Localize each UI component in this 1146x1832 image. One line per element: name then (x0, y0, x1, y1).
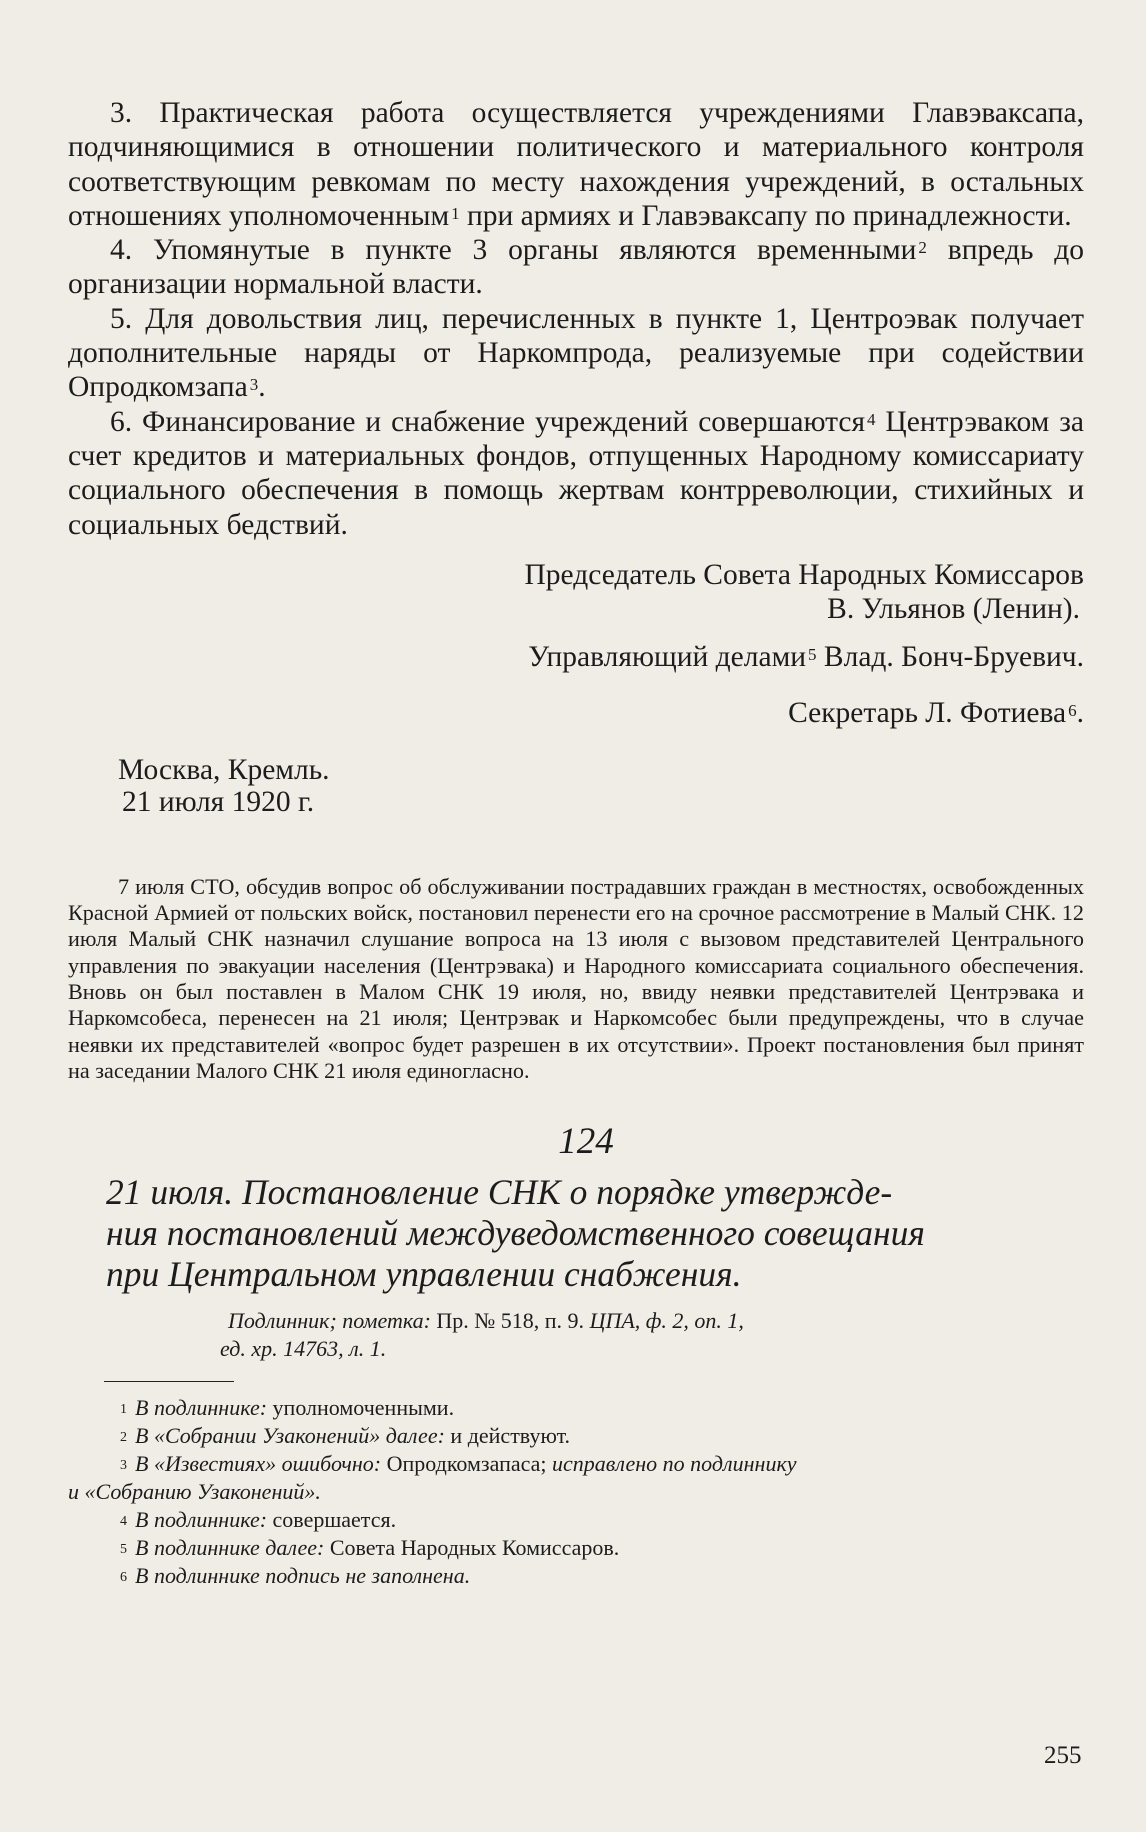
editorial-note: 7 июля СТО, обсудив вопрос об обслуживании пострадавших граждан в местностях, освобожденных Красной Армией от польских войск, постановил перенести его на срочное рассмотрение в Малый СНК. 12 июля Малый СНК назначил слушание вопроса на 13 июля с вызовом представителей Центрального управления по эвакуации населения (Центрэвака) и Народного комиссариата социального обеспечения. Вновь он был поставлен в Малом СНК 19 июля, но, ввиду неявки представителей Центрэвака и Наркомсобеса, перенесен на 21 июля; Центрэвак и Наркомсобес были предупреждены, что в случае неявки их представителей «вопрос будет разрешен в их отсутствии». Проект постановления был принят на заседании Малого СНК 21 июля единогласно. (68, 873, 1084, 1083)
paragraph-3: 3. Практическая работа осуществляется учреждениями Главэваксапа, подчиняющимися в отношении политического и материального контроля соответствующим ревкомам по месту нахождения учреждений, в остальных отношениях уполномоченным $^1$ при армиях и Главэваксапу по принадлежности. (68, 97, 1084, 232)
footnote-5: $^5$ В подлиннике далее: Совета Народных Комиссаров. (120, 1535, 620, 1561)
footnotes (68, 1394, 1084, 1590)
chairman-name: В. Ульянов (Ленин). (827, 592, 1080, 625)
paragraph-5: 5. Для довольствия лиц, перечисленных в пункте 1, Центроэвак получает дополнительные наряды от Наркомпрода, реализуемые при содействии Опродкомзапа $^3$. (68, 302, 1084, 404)
footnote-6: $^6$ В подлиннике подпись не заполнена. (120, 1563, 471, 1589)
chairman-title: Председатель Совета Народных Комиссаров (524, 558, 1084, 591)
document-page (68, 96, 1084, 1590)
secretary-signature: Секретарь Л. Фотиева $^6$. (788, 696, 1084, 729)
decree-body (68, 96, 1084, 542)
footnote-2: $^2$ В «Собрании Узаконений» далее: и действуют. (120, 1423, 571, 1449)
place: Москва, Кремль. (118, 753, 330, 786)
page-number: 255 (1044, 1742, 1082, 1769)
place-date (68, 754, 1084, 818)
footnote-1: $^1$ В подлиннике: уполномоченными. (120, 1395, 455, 1421)
footnote-3-continuation: и «Собранию Узаконений». (68, 1479, 321, 1505)
footnote-ref: 3 (249, 375, 259, 395)
paragraph-4: 4. Упомянутые в пункте 3 органы являются временными $^2$ впредь до организации нормальной власти. (68, 234, 1084, 301)
manager-signature: Управляющий делами $^5$ Влад. Бонч-Бруевич. (528, 640, 1084, 673)
source-reference: Подлинник; пометка: Пр. № 518, п. 9. ЦПА, ф. 2, оп. 1, ед. хр. 14763, л. 1. (220, 1308, 744, 1362)
footnote-3: $^3$ В «Известиях» ошибочно: Опродкомзапаса; исправлено по подлиннику (120, 1451, 797, 1477)
paragraph-6: 6. Финансирование и снабжение учреждений совершаются $^4$ Центрэваком за счет кредитов и материальных фондов, отпущенных Народному комиссариату социального обеспечения в помощь жертвам контрреволюции, стихийных и социальных бедствий. (68, 405, 1084, 541)
footnote-ref: 2 (918, 238, 927, 258)
document-title: 21 июля. Постановление СНК о порядке утвержде- ния постановлений междуведомственного совещания при Центральном управлении снабжения. (106, 1172, 925, 1295)
date: 21 июля 1920 г. (122, 785, 315, 818)
footnote-ref: 1 (451, 203, 460, 223)
footnote-divider (104, 1381, 234, 1382)
document-number: 124 (558, 1121, 614, 1163)
footnote-ref: 4 (867, 409, 876, 429)
footnote-4: $^4$ В подлиннике: совершается. (120, 1507, 397, 1533)
